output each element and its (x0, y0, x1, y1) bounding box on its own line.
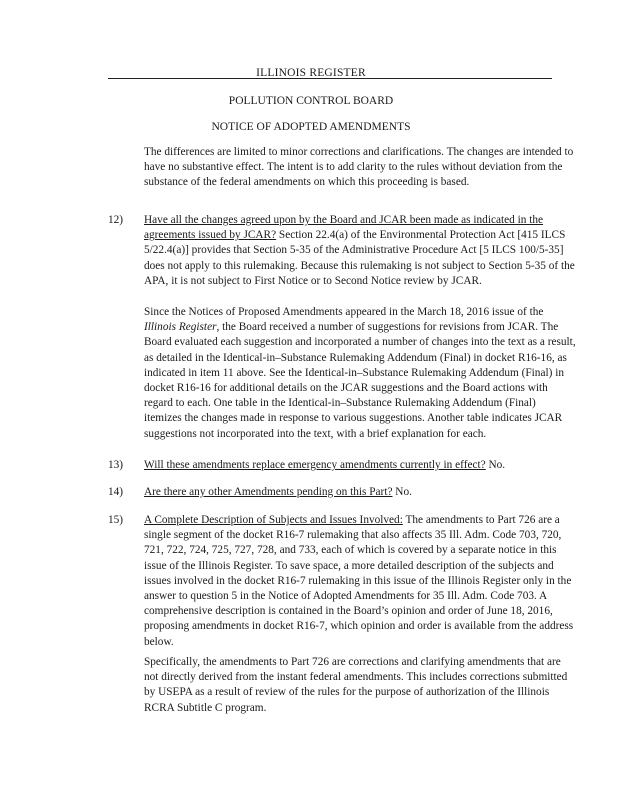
illinois-register-title: Illinois Register (144, 321, 217, 334)
register-header: ILLINOIS REGISTER (256, 67, 366, 79)
item-12-question: Have all the changes agreed upon by the Board and JCAR been made as indicated in the agreements issued by JCAR? (144, 214, 544, 242)
item-12-followup-a: Since the Notices of Proposed Amendments appeared in the March 18, 2016 issue of the (144, 306, 544, 318)
item-12-answer: Section 22.4(a) of the Environmental Protection Act [415 ILCS 5/22.4(a)] provides that Section 5-35 of the Administrative Procedure Act [5 ILCS 100/5-35] does not apply to this rulemaking. Because this rulemaking is not subject to Section 5-35 of the APA, it is not subject to First Notice or to Second Notice review by JCAR. (144, 229, 575, 287)
item-12-followup (144, 305, 576, 442)
item-13-answer: No. (485, 459, 506, 471)
item-15-followup: Specifically, the amendments to Part 726 are corrections and clarifying amendments that are not directly derived from the instant federal amendments. This includes corrections submitted by USEPA as a result of review of the rules for the purpose of authorization of the Illinois RCRA Subtitle C program. (144, 656, 568, 714)
item-13-question: Will these amendments replace emergency amendments currently in effect? (144, 459, 486, 471)
item-number-14: 14) (108, 486, 124, 498)
item-15-paragraph (144, 513, 576, 650)
item-13-paragraph (144, 458, 576, 473)
notice-type: NOTICE OF ADOPTED AMENDMENTS (211, 121, 411, 133)
item-15-answer: The amendments to Part 726 are a single segment of the docket R16-7 rulemaking that also affects 35 Ill. Adm. Code 703, 720, 721, 722, 724, 725, 727, 728, and 733, each of which is covered by a separate notice in this issue of the Illinois Register. To save space, a more detailed description of the subjects and issues involved in the docket R16-7 rulemaking in this issue of the Illinois Register only in the answer to question 5 in the Notice of Adopted Amendments for 35 Ill. Adm. Code 703. A comprehensive description is contained in the Board’s opinion and order of June 18, 2016, proposing amendments in docket R16-7, which opinion and order is available from the address below. (144, 514, 574, 648)
item-number-13: 13) (108, 459, 124, 471)
item-12-followup-b: , the Board received a number of suggestions for revisions from JCAR. The Board evaluated each suggestion and incorporated a number of changes into the text as a result, as detailed in the Identical-in–Substance Rulemaking Addendum (Final) in docket R16-16, as indicated in item 11 above. See the Identical-in–Substance Rulemaking Addendum (Final) in docket R16-16 for additional details on the JCAR suggestions and the Board actions with regard to each. One table in the Identical-in–Substance Rulemaking Addendum (Final) itemizes the changes made in response to various suggestions. Another table indicates JCAR suggestions not incorporated into the text, with a brief explanation for each. (144, 321, 576, 440)
item-12-paragraph (144, 213, 576, 289)
agency-name: POLLUTION CONTROL BOARD (228, 95, 394, 107)
item-14-answer: No. (392, 486, 412, 498)
item-14-question: Are there any other Amendments pending on this Part? (144, 486, 393, 498)
item-number-15: 15) (108, 514, 124, 526)
item-14-paragraph (144, 485, 576, 500)
item-number-12: 12) (108, 214, 124, 226)
header-rule (108, 78, 552, 79)
intro-paragraph: The differences are limited to minor corrections and clarifications. The changes are intended to have no substantive effect. The intent is to add clarity to the rules without deviation from the substance of the federal amendments on which this proceeding is based. (144, 146, 574, 189)
item-15-question: A Complete Description of Subjects and Issues Involved: (144, 514, 403, 526)
